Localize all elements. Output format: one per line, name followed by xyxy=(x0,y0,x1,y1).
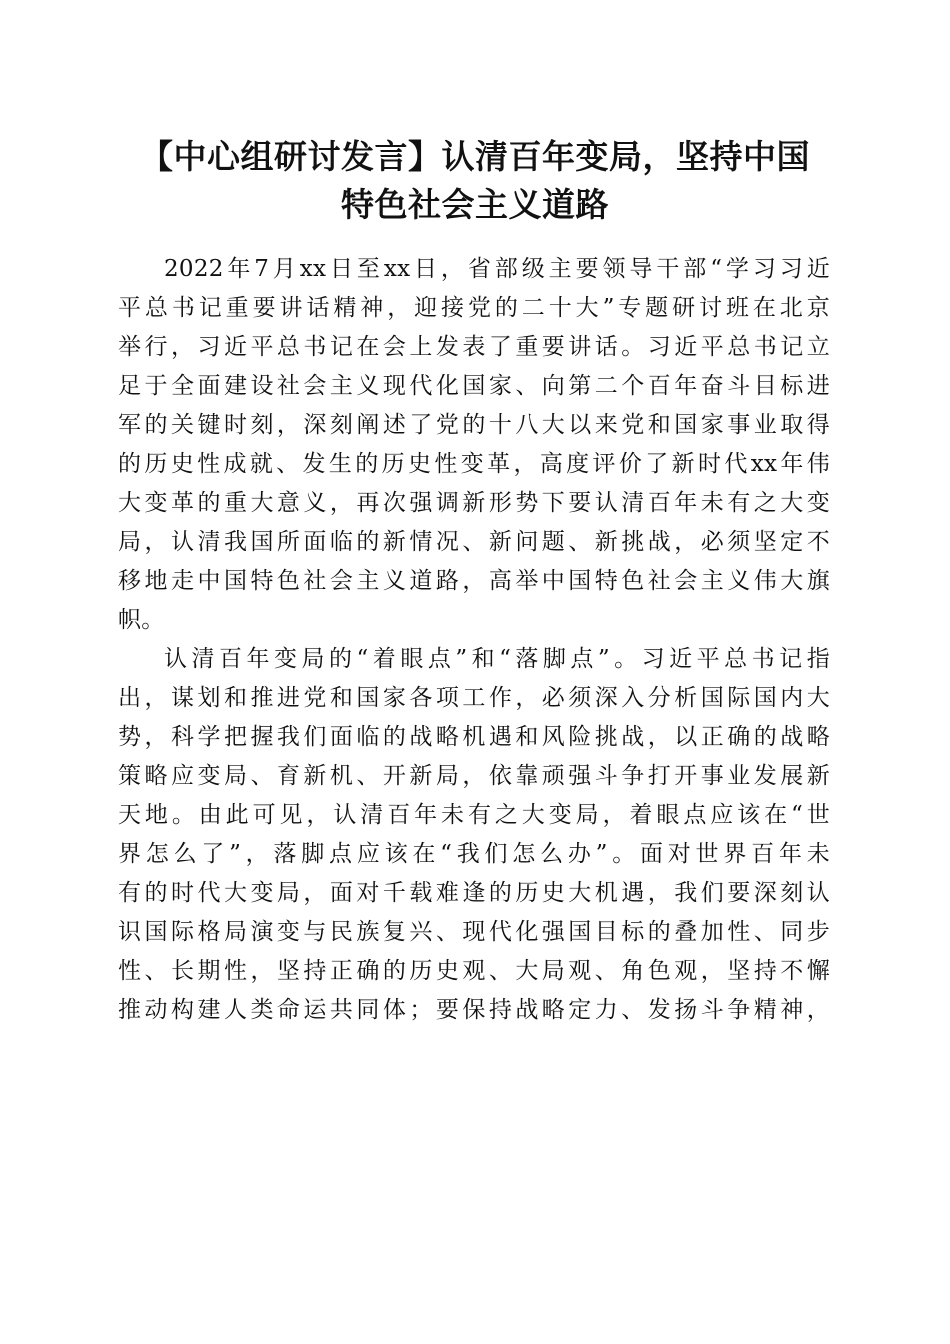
document-body xyxy=(118,250,830,1030)
paragraph-line: 移地走中国特色社会主义道路，高举中国特色社会主义伟大旗 xyxy=(118,568,830,594)
title-line-2: 特色社会主义道路 xyxy=(341,185,609,224)
paragraph-line: 举行，习近平总书记在会上发表了重要讲话。习近平总书记立 xyxy=(118,334,830,360)
paragraph-line: 势，科学把握我们面临的战略机遇和风险挑战，以正确的战略 xyxy=(118,724,830,750)
paragraph-line: 军的关键时刻，深刻阐述了党的十八大以来党和国家事业取得 xyxy=(118,412,830,438)
paragraph-2 xyxy=(118,640,830,1030)
paragraph-1 xyxy=(118,250,830,640)
paragraph-line: 局，认清我国所面临的新情况、新问题、新挑战，必须坚定不 xyxy=(118,529,830,555)
paragraph-line: 性、长期性，坚持正确的历史观、大局观、角色观，坚持不懈 xyxy=(118,958,830,984)
paragraph-line: 有的时代大变局，面对千载难逢的历史大机遇，我们要深刻认 xyxy=(118,880,830,906)
paragraph-line: 天地。由此可见，认清百年未有之大变局，着眼点应该在“世 xyxy=(118,802,830,828)
paragraph-line: 帜。 xyxy=(118,607,165,633)
paragraph-line: 平总书记重要讲话精神，迎接党的二十大”专题研讨班在北京 xyxy=(118,295,830,321)
paragraph-line: 策略应变局、育新机、开新局，依靠顽强斗争打开事业发展新 xyxy=(118,763,830,789)
paragraph-line: 出，谋划和推进党和国家各项工作，必须深入分析国际国内大 xyxy=(118,685,830,711)
title-line-1: 【中心组研讨发言】认清百年变局，坚持中国 xyxy=(140,137,810,176)
document-title xyxy=(110,133,840,229)
paragraph-line: 认清百年变局的“着眼点”和“落脚点”。习近平总书记指 xyxy=(164,646,830,672)
paragraph-line: 大变革的重大意义，再次强调新形势下要认清百年未有之大变 xyxy=(118,490,830,516)
paragraph-line: 界怎么了”，落脚点应该在“我们怎么办”。面对世界百年未 xyxy=(118,841,830,867)
paragraph-line: 识国际格局演变与民族复兴、现代化强国目标的叠加性、同步 xyxy=(118,919,830,945)
paragraph-line: 足于全面建设社会主义现代化国家、向第二个百年奋斗目标进 xyxy=(118,373,830,399)
paragraph-line: 2022年7月xx日至xx日，省部级主要领导干部“学习习近 xyxy=(164,256,830,282)
paragraph-line: 推动构建人类命运共同体；要保持战略定力、发扬斗争精神， xyxy=(118,997,830,1023)
paragraph-line: 的历史性成就、发生的历史性变革，高度评价了新时代xx年伟 xyxy=(118,451,830,477)
